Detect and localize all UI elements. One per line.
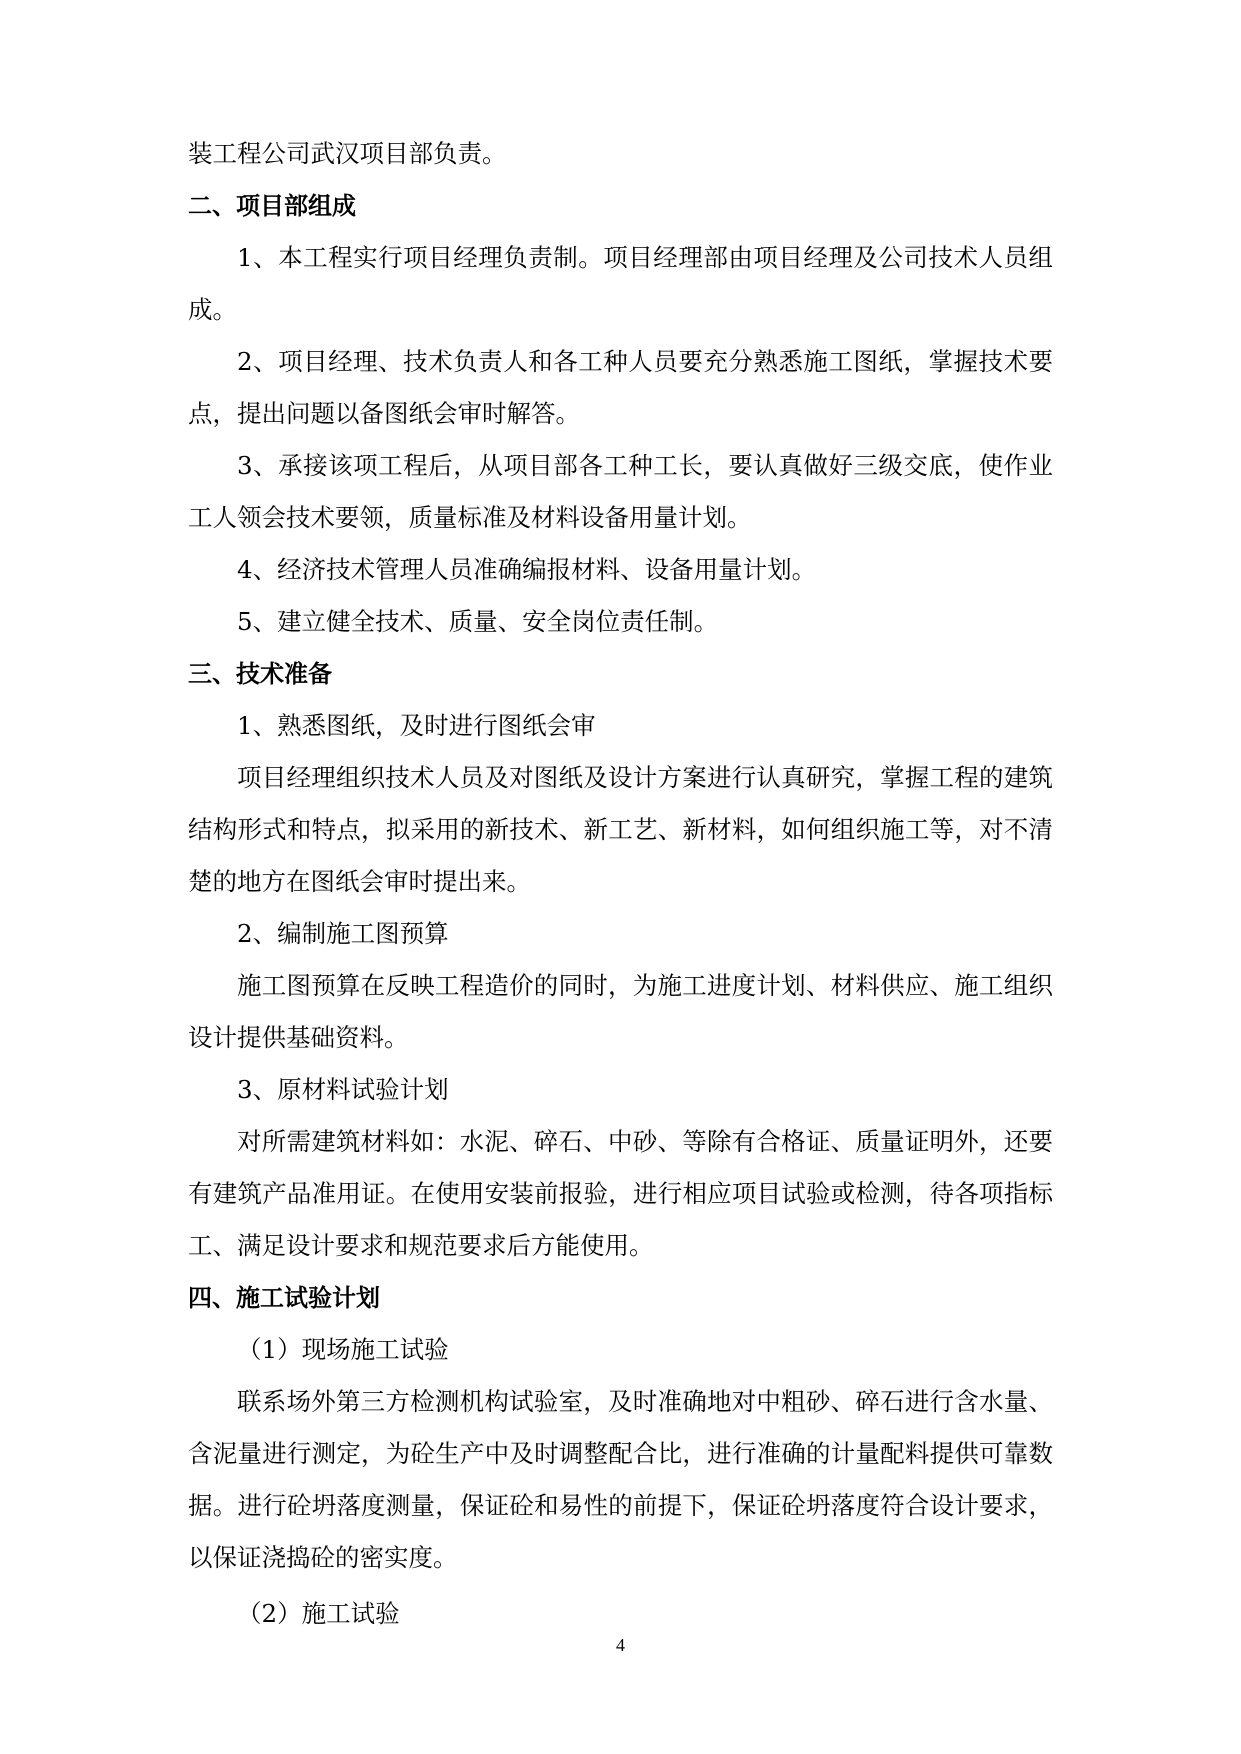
- section-heading-4: 四、施工试验计划: [188, 1284, 380, 1312]
- section-heading-2: 二、项目部组成: [188, 192, 356, 220]
- subsection-title: （2）施工试验: [237, 1599, 400, 1628]
- page-number: 4: [616, 1635, 625, 1655]
- body-paragraph: 联系场外第三方检测机构试验室，及时准确地对中粗砂、碎石进行含水量、含泥量进行测定，为砼生产中及时调整配合比，进行准确的计量配料提供可靠数据。进行砼坍落度测量，保证砼和易性的前提下，保证砼坍落度符合设计要求，以保证浇捣砼的密实度。: [188, 1387, 1053, 1572]
- list-item: 3、承接该项工程后，从项目部各工种工长，要认真做好三级交底，使作业工人领会技术要领，质量标准及材料设备用量计划。: [188, 451, 1053, 532]
- list-item: 2、项目经理、技术负责人和各工种人员要充分熟悉施工图纸，掌握技术要点，提出问题以备图纸会审时解答。: [188, 347, 1053, 428]
- list-item: 5、建立健全技术、质量、安全岗位责任制。: [237, 607, 719, 636]
- list-item: 4、经济技术管理人员准确编报材料、设备用量计划。: [237, 555, 817, 584]
- body-paragraph: 对所需建筑材料如：水泥、碎石、中砂、等除有合格证、质量证明外，还要有建筑产品准用证。在使用安装前报验，进行相应项目试验或检测，待各项指标工、满足设计要求和规范要求后方能使用。: [188, 1127, 1053, 1260]
- section-heading-3: 三、技术准备: [188, 660, 332, 688]
- subsection-title: 1、熟悉图纸，及时进行图纸会审: [237, 711, 596, 740]
- document-body: [188, 128, 1053, 1640]
- body-paragraph: 施工图预算在反映工程造价的同时，为施工进度计划、材料供应、施工组织设计提供基础资料。: [188, 971, 1053, 1052]
- subsection-title: 3、原材料试验计划: [237, 1075, 449, 1104]
- list-item: 1、本工程实行项目经理负责制。项目经理部由项目经理及公司技术人员组成。: [188, 243, 1053, 324]
- subsection-title: 2、编制施工图预算: [237, 919, 449, 948]
- subsection-title: （1）现场施工试验: [237, 1335, 449, 1364]
- continuation-paragraph: 装工程公司武汉项目部负责。: [188, 139, 507, 168]
- body-paragraph: 项目经理组织技术人员及对图纸及设计方案进行认真研究，掌握工程的建筑结构形式和特点，拟采用的新技术、新工艺、新材料，如何组织施工等，对不清楚的地方在图纸会审时提出来。: [188, 763, 1053, 896]
